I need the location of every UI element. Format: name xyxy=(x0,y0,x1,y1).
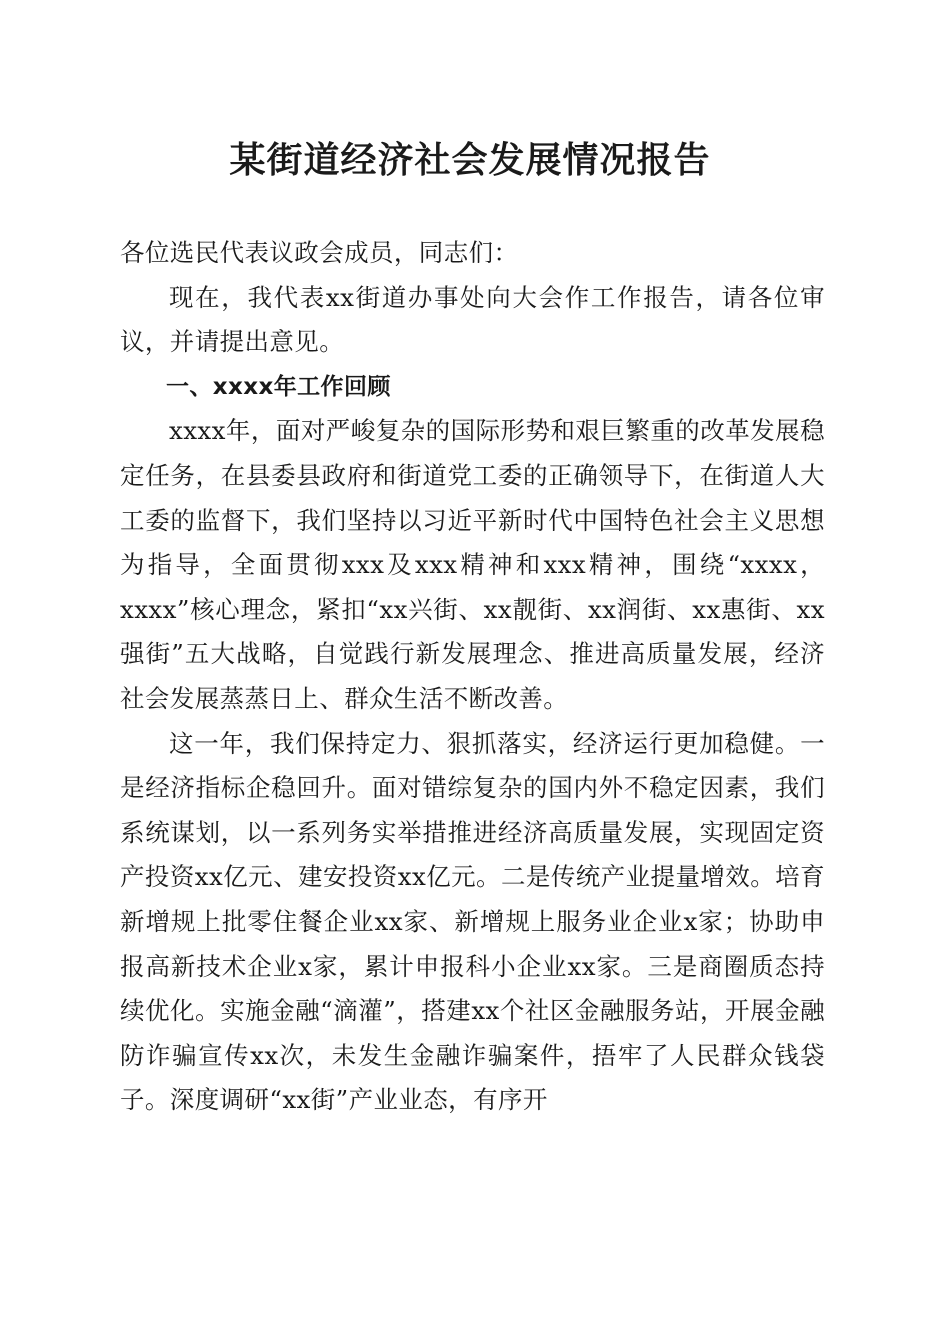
salutation: 各位选民代表议政会成员，同志们： xyxy=(120,238,519,267)
section-heading: 一、xxxx年工作回顾 xyxy=(166,373,391,400)
body-paragraph: 这一年，我们保持定力、狠抓落实，经济运行更加稳健。一是经济指标企稳回升。面对错综复杂的国内外不稳定因素，我们系统谋划，以一系列务实举措推进经济高质量发展，实现固定资产投资xx亿元、建安投资xx亿元。二是传统产业提量增效。培育新增规上批零住餐企业xx家、新增规上服务业企业x家；协助申报高新技术企业x家，累计申报科小企业xx家。三是商圈质态持续优化。实施金融“滴灌”，搭建xx个社区金融服务站，开展金融防诈骗宣传xx次，未发生金融诈骗案件，捂牢了人民群众钱袋子。深度调研“xx街”产业业态，有序开 xyxy=(120,728,825,1115)
document-body xyxy=(120,231,825,1123)
body-paragraph: xxxx年，面对严峻复杂的国际形势和艰巨繁重的改革发展稳定任务，在县委县政府和街道党工委的正确领导下，在街道人大工委的监督下，我们坚持以习近平新时代中国特色社会主义思想为指导，全面贯彻xxx及xxx精神和xxx精神，围绕“xxxx，xxxx”核心理念，紧扣“xx兴街、xx靓街、xx润街、xx惠街、xx强街”五大战略，自觉践行新发展理念、推进高质量发展，经济社会发展蒸蒸日上、群众生活不断改善。 xyxy=(120,416,825,713)
document-title: 某街道经济社会发展情况报告 xyxy=(229,139,711,181)
intro-paragraph: 现在，我代表xx街道办事处向大会作工作报告，请各位审议，并请提出意见。 xyxy=(120,282,825,357)
